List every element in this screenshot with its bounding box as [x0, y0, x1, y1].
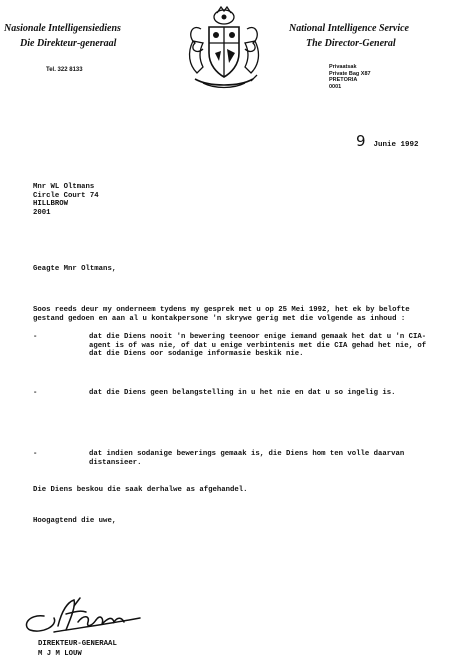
recipient-line: 2001 [33, 208, 51, 217]
letterhead-phone: Tel. 322 8133 [46, 67, 83, 73]
signatory-name: M J M LOUW [38, 650, 82, 658]
bullet-item: dat die Diens geen belangstelling in u het nie en dat u so ingelig is. [89, 389, 396, 397]
bullet-marker: - [33, 333, 38, 341]
date-month-year: Junie 1992 [373, 141, 419, 149]
signatory-title: DIREKTEUR-GENERAAL [38, 640, 117, 648]
address-line: Private Bag X87 [329, 70, 371, 77]
letterhead-address [329, 64, 371, 90]
coat-of-arms-emblem [181, 3, 267, 91]
letter-date [356, 132, 419, 151]
letterhead-right-line2: The Director-General [306, 38, 396, 49]
bullet-marker: - [33, 389, 38, 397]
letterhead-left-line2: Die Direkteur-generaal [20, 38, 117, 49]
bullet-item: dat die Diens nooit 'n bewering teenoor enige iemand gemaak het dat u 'n CIA-agent is of was nie, of dat u enige verbintenis met die CIA gehad het nie, of dat die Diens oor sodanige informasie beskik nie. [89, 333, 427, 359]
address-line: 0001 [329, 83, 342, 90]
address-line: PRETORIA [329, 77, 358, 83]
address-line: Privaatsak [329, 64, 357, 70]
letterhead-right-line1: National Intelligence Service [289, 23, 409, 34]
handwritten-signature [18, 596, 148, 642]
recipient-line: Mnr WL Oltmans [33, 183, 95, 191]
intro-paragraph: Soos reeds deur my onderneem tydens my gesprek met u op 25 Mei 1992, het ek by belofte gestand gedoen en aan al u kontakpersone 'n skrywe gerig met die volgende as inhoud : [33, 306, 410, 323]
bullet-item: dat indien sodanige bewerings gemaak is, die Diens hom ten volle daarvan distansieer. [89, 450, 405, 467]
recipient-line: Circle Court 74 [33, 191, 99, 200]
bullet-marker: - [33, 450, 38, 458]
recipient-address [33, 183, 99, 217]
salutation: Geagte Mnr Oltmans, [33, 265, 117, 273]
recipient-line: HILLBROW [33, 200, 69, 209]
date-day: 9 [356, 132, 366, 150]
letterhead-left-line1: Nasionale Intelligensiediens [4, 23, 121, 34]
closing-statement: Die Diens beskou die saak derhalwe as afgehandel. [33, 486, 248, 494]
complimentary-close: Hoogagtend die uwe, [33, 517, 117, 525]
